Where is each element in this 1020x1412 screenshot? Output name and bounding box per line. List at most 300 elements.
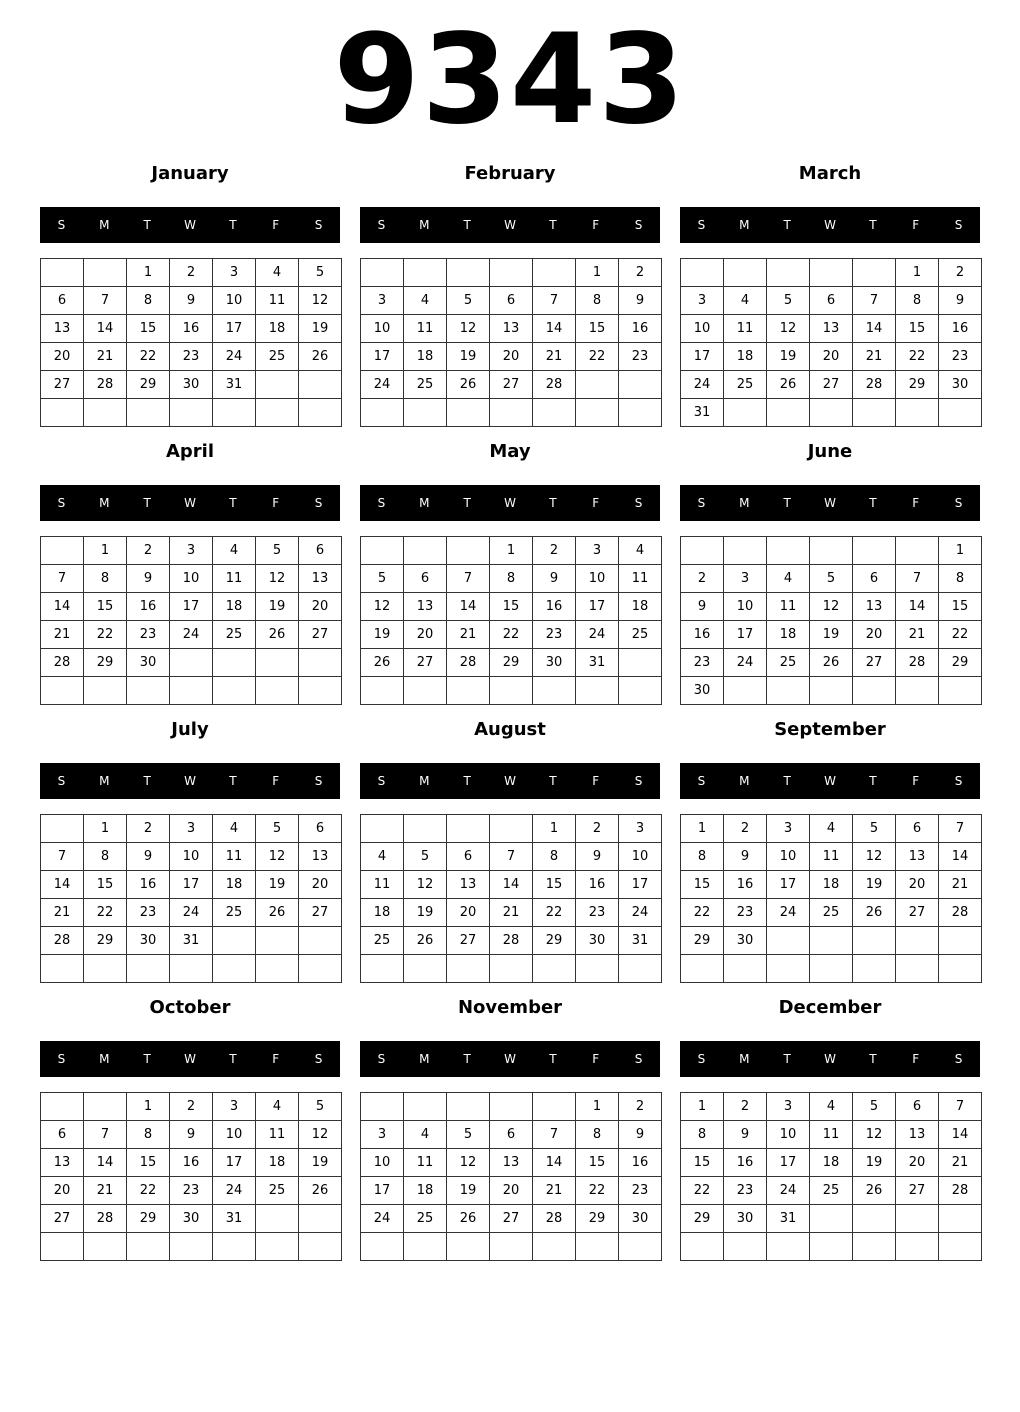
day-cell: 26 <box>853 899 896 927</box>
day-cell <box>256 1205 299 1233</box>
day-cell: 5 <box>767 287 810 315</box>
day-cell <box>256 927 299 955</box>
day-cell <box>127 1233 170 1261</box>
day-cell: 27 <box>853 649 896 677</box>
day-cell: 3 <box>170 815 213 843</box>
day-cell <box>299 371 342 399</box>
day-cell: 21 <box>490 899 533 927</box>
week-row <box>681 1177 982 1205</box>
weekday-label: T <box>143 774 151 788</box>
day-cell <box>127 955 170 983</box>
week-row <box>681 1205 982 1233</box>
day-cell: 22 <box>681 899 724 927</box>
day-cell: 14 <box>853 315 896 343</box>
day-cell <box>853 399 896 427</box>
day-cell: 1 <box>576 259 619 287</box>
weekday-label: S <box>954 496 963 510</box>
week-row <box>361 1093 662 1121</box>
day-cell: 3 <box>361 1121 404 1149</box>
day-cell <box>41 955 84 983</box>
day-cell: 12 <box>256 843 299 871</box>
day-cell <box>853 927 896 955</box>
day-cell: 2 <box>619 259 662 287</box>
day-cell <box>533 399 576 427</box>
weekday-label: W <box>184 774 196 788</box>
weekday-label: T <box>869 496 877 510</box>
month-title: October <box>149 997 231 1018</box>
day-cell: 2 <box>681 565 724 593</box>
day-cell: 9 <box>127 565 170 593</box>
day-cell: 20 <box>41 1177 84 1205</box>
day-cell <box>490 955 533 983</box>
day-cell: 22 <box>127 1177 170 1205</box>
day-cell: 7 <box>447 565 490 593</box>
weekday-label: S <box>57 218 66 232</box>
day-cell: 23 <box>127 621 170 649</box>
day-cell: 4 <box>213 815 256 843</box>
weekday-label: W <box>824 774 836 788</box>
day-cell: 3 <box>619 815 662 843</box>
day-cell: 8 <box>127 1121 170 1149</box>
week-row <box>361 815 662 843</box>
day-cell: 11 <box>213 565 256 593</box>
day-cell: 3 <box>576 537 619 565</box>
week-row <box>681 593 982 621</box>
week-row <box>41 1093 342 1121</box>
week-row <box>361 371 662 399</box>
day-cell <box>447 399 490 427</box>
day-cell: 15 <box>533 871 576 899</box>
weekday-label: M <box>99 1052 110 1066</box>
day-cell <box>447 1093 490 1121</box>
day-cell <box>404 399 447 427</box>
weekday-header-bar <box>40 485 340 521</box>
day-cell: 2 <box>127 537 170 565</box>
day-cell: 13 <box>810 315 853 343</box>
weekday-label: T <box>549 774 557 788</box>
day-cell <box>767 955 810 983</box>
day-cell: 25 <box>724 371 767 399</box>
day-cell: 23 <box>127 899 170 927</box>
day-cell <box>619 1233 662 1261</box>
day-cell: 16 <box>127 593 170 621</box>
day-cell: 30 <box>576 927 619 955</box>
day-cell: 29 <box>576 1205 619 1233</box>
day-cell <box>724 537 767 565</box>
day-grid <box>680 1092 982 1261</box>
day-cell: 24 <box>361 371 404 399</box>
day-cell: 6 <box>41 287 84 315</box>
day-cell <box>84 1233 127 1261</box>
day-cell: 19 <box>447 343 490 371</box>
weekday-label: T <box>783 1052 791 1066</box>
day-cell <box>576 955 619 983</box>
weekday-label: S <box>954 1052 963 1066</box>
day-cell: 5 <box>404 843 447 871</box>
day-cell <box>361 815 404 843</box>
day-cell <box>767 1233 810 1261</box>
weekday-label: S <box>697 1052 706 1066</box>
day-cell <box>724 955 767 983</box>
day-cell: 1 <box>533 815 576 843</box>
day-grid <box>40 1092 342 1261</box>
day-cell: 16 <box>170 315 213 343</box>
day-cell: 12 <box>767 315 810 343</box>
day-cell <box>84 259 127 287</box>
day-cell: 10 <box>681 315 724 343</box>
day-cell <box>810 1205 853 1233</box>
day-cell: 18 <box>361 899 404 927</box>
day-cell: 27 <box>41 1205 84 1233</box>
weekday-label: S <box>57 774 66 788</box>
day-cell: 4 <box>619 537 662 565</box>
week-row <box>681 1233 982 1261</box>
week-row <box>361 1149 662 1177</box>
day-cell: 11 <box>404 315 447 343</box>
day-cell: 30 <box>724 927 767 955</box>
day-cell: 11 <box>404 1149 447 1177</box>
day-cell: 6 <box>299 815 342 843</box>
day-cell: 5 <box>853 1093 896 1121</box>
day-cell: 2 <box>939 259 982 287</box>
day-cell <box>84 399 127 427</box>
day-cell: 19 <box>299 1149 342 1177</box>
weekday-label: T <box>143 496 151 510</box>
weekday-label: S <box>697 496 706 510</box>
day-cell: 11 <box>213 843 256 871</box>
day-cell: 21 <box>939 871 982 899</box>
day-cell: 21 <box>533 343 576 371</box>
day-cell <box>810 399 853 427</box>
day-cell: 19 <box>853 871 896 899</box>
day-cell <box>853 537 896 565</box>
weekday-label: T <box>229 1052 237 1066</box>
weekday-label: T <box>463 218 471 232</box>
weekday-label: W <box>824 496 836 510</box>
day-cell <box>533 1233 576 1261</box>
day-cell: 13 <box>896 843 939 871</box>
day-cell <box>576 677 619 705</box>
week-row <box>361 1205 662 1233</box>
day-cell: 29 <box>681 1205 724 1233</box>
day-cell: 24 <box>213 1177 256 1205</box>
day-cell: 26 <box>256 899 299 927</box>
weekday-label: S <box>314 218 323 232</box>
day-cell: 30 <box>724 1205 767 1233</box>
day-cell: 30 <box>170 371 213 399</box>
month-title: March <box>798 163 862 184</box>
day-cell: 7 <box>84 287 127 315</box>
day-cell <box>447 955 490 983</box>
day-cell: 28 <box>41 927 84 955</box>
day-cell <box>404 1233 447 1261</box>
week-row <box>681 1121 982 1149</box>
day-cell <box>127 399 170 427</box>
day-cell: 15 <box>127 315 170 343</box>
day-cell: 14 <box>447 593 490 621</box>
day-cell <box>490 1093 533 1121</box>
weekday-label: M <box>419 1052 430 1066</box>
day-cell <box>41 259 84 287</box>
day-cell <box>299 399 342 427</box>
day-cell: 8 <box>127 287 170 315</box>
day-cell: 19 <box>404 899 447 927</box>
day-cell: 9 <box>681 593 724 621</box>
day-cell: 29 <box>939 649 982 677</box>
day-cell: 31 <box>619 927 662 955</box>
day-cell: 1 <box>576 1093 619 1121</box>
day-cell: 15 <box>84 593 127 621</box>
week-row <box>41 843 342 871</box>
day-cell <box>256 677 299 705</box>
day-cell <box>299 927 342 955</box>
weekday-header-bar <box>680 763 980 799</box>
day-grid <box>680 536 982 705</box>
day-cell: 17 <box>681 343 724 371</box>
day-cell: 4 <box>724 287 767 315</box>
month-title: April <box>165 441 215 462</box>
weekday-label: T <box>549 218 557 232</box>
weekday-header-bar <box>40 207 340 243</box>
day-cell: 8 <box>681 843 724 871</box>
day-cell: 20 <box>299 593 342 621</box>
weekday-label: M <box>419 218 430 232</box>
weekday-label: T <box>549 1052 557 1066</box>
weekday-label: S <box>57 496 66 510</box>
weekday-header-bar <box>360 763 660 799</box>
weekday-label: F <box>592 774 600 788</box>
week-row <box>361 677 662 705</box>
day-grid <box>360 1092 662 1261</box>
day-cell <box>404 537 447 565</box>
weekday-label: F <box>912 496 920 510</box>
day-cell: 5 <box>361 565 404 593</box>
weekday-label: W <box>504 496 516 510</box>
day-grid <box>680 258 982 427</box>
week-row <box>41 649 342 677</box>
day-cell: 12 <box>810 593 853 621</box>
day-cell <box>939 927 982 955</box>
day-cell: 4 <box>256 259 299 287</box>
day-cell: 16 <box>533 593 576 621</box>
day-cell <box>810 955 853 983</box>
day-cell: 2 <box>170 1093 213 1121</box>
day-cell <box>404 955 447 983</box>
week-row <box>681 843 982 871</box>
weekday-label: T <box>463 496 471 510</box>
day-cell: 9 <box>170 1121 213 1149</box>
weekday-label: W <box>504 774 516 788</box>
weekday-label: T <box>229 496 237 510</box>
day-cell: 16 <box>681 621 724 649</box>
week-row <box>361 871 662 899</box>
day-cell <box>939 677 982 705</box>
day-cell: 10 <box>213 287 256 315</box>
day-cell: 15 <box>896 315 939 343</box>
day-cell <box>896 927 939 955</box>
day-cell: 16 <box>576 871 619 899</box>
day-cell: 4 <box>213 537 256 565</box>
day-cell: 31 <box>213 371 256 399</box>
day-cell: 23 <box>939 343 982 371</box>
day-cell: 9 <box>939 287 982 315</box>
day-cell: 2 <box>576 815 619 843</box>
weekday-label: M <box>99 496 110 510</box>
day-cell <box>724 1233 767 1261</box>
day-cell: 21 <box>41 621 84 649</box>
day-cell: 31 <box>170 927 213 955</box>
day-grid <box>40 536 342 705</box>
day-cell: 6 <box>810 287 853 315</box>
day-cell <box>447 677 490 705</box>
day-cell: 18 <box>810 871 853 899</box>
day-cell: 13 <box>404 593 447 621</box>
day-cell <box>41 1233 84 1261</box>
day-cell: 3 <box>361 287 404 315</box>
day-cell: 17 <box>361 343 404 371</box>
weekday-label: T <box>463 1052 471 1066</box>
day-cell: 11 <box>724 315 767 343</box>
week-row <box>41 899 342 927</box>
weekday-label: M <box>739 218 750 232</box>
day-cell <box>256 1233 299 1261</box>
day-cell: 16 <box>724 1149 767 1177</box>
weekday-label: T <box>783 496 791 510</box>
week-row <box>681 815 982 843</box>
day-cell: 16 <box>619 315 662 343</box>
day-cell: 1 <box>127 259 170 287</box>
weekday-label: S <box>377 218 386 232</box>
day-cell <box>170 955 213 983</box>
day-cell <box>853 259 896 287</box>
day-cell: 19 <box>853 1149 896 1177</box>
day-cell: 10 <box>170 843 213 871</box>
week-row <box>361 1177 662 1205</box>
day-grid <box>680 814 982 983</box>
day-cell: 10 <box>361 315 404 343</box>
day-cell: 24 <box>576 621 619 649</box>
weekday-header-bar <box>360 485 660 521</box>
day-cell: 12 <box>447 315 490 343</box>
day-cell <box>724 399 767 427</box>
month-title: September <box>774 719 886 740</box>
day-cell <box>299 1233 342 1261</box>
day-cell <box>619 677 662 705</box>
day-cell: 31 <box>576 649 619 677</box>
day-cell: 31 <box>681 399 724 427</box>
day-cell: 27 <box>41 371 84 399</box>
day-cell: 11 <box>810 843 853 871</box>
day-cell <box>256 649 299 677</box>
weekday-label: M <box>419 496 430 510</box>
day-cell: 22 <box>490 621 533 649</box>
day-cell: 5 <box>299 1093 342 1121</box>
day-cell <box>490 399 533 427</box>
week-row <box>41 815 342 843</box>
weekday-label: S <box>314 1052 323 1066</box>
day-cell: 20 <box>404 621 447 649</box>
day-cell: 28 <box>939 1177 982 1205</box>
day-cell: 10 <box>213 1121 256 1149</box>
day-cell: 2 <box>619 1093 662 1121</box>
day-cell: 20 <box>810 343 853 371</box>
day-cell <box>939 1233 982 1261</box>
day-cell: 7 <box>41 843 84 871</box>
day-cell <box>299 1205 342 1233</box>
day-cell <box>533 955 576 983</box>
week-row <box>361 399 662 427</box>
week-row <box>361 315 662 343</box>
day-cell: 28 <box>533 1205 576 1233</box>
day-cell <box>533 259 576 287</box>
weekday-label: M <box>739 774 750 788</box>
day-cell: 1 <box>681 815 724 843</box>
day-cell: 8 <box>576 1121 619 1149</box>
day-cell: 15 <box>681 1149 724 1177</box>
day-cell: 12 <box>256 565 299 593</box>
day-cell: 22 <box>533 899 576 927</box>
day-cell: 9 <box>724 1121 767 1149</box>
day-cell: 10 <box>767 1121 810 1149</box>
month-title: February <box>464 163 556 184</box>
day-cell: 18 <box>213 871 256 899</box>
week-row <box>361 259 662 287</box>
week-row <box>361 843 662 871</box>
day-cell: 22 <box>576 1177 619 1205</box>
day-cell: 13 <box>41 315 84 343</box>
day-cell: 27 <box>447 927 490 955</box>
day-cell <box>576 371 619 399</box>
day-cell: 26 <box>810 649 853 677</box>
week-row <box>361 287 662 315</box>
day-cell: 30 <box>170 1205 213 1233</box>
day-cell <box>810 537 853 565</box>
week-row <box>681 677 982 705</box>
day-cell: 1 <box>939 537 982 565</box>
day-grid <box>360 814 662 983</box>
day-cell: 9 <box>170 287 213 315</box>
week-row <box>41 565 342 593</box>
month-title: November <box>457 997 563 1018</box>
week-row <box>681 955 982 983</box>
day-cell: 9 <box>724 843 767 871</box>
weekday-label: S <box>377 1052 386 1066</box>
day-cell: 30 <box>127 927 170 955</box>
day-cell: 25 <box>256 1177 299 1205</box>
day-cell: 27 <box>490 371 533 399</box>
day-cell: 18 <box>404 343 447 371</box>
day-cell: 20 <box>853 621 896 649</box>
day-cell: 14 <box>896 593 939 621</box>
day-cell: 15 <box>490 593 533 621</box>
day-cell <box>213 955 256 983</box>
day-cell <box>619 955 662 983</box>
weekday-label: F <box>272 1052 280 1066</box>
week-row <box>41 955 342 983</box>
day-cell <box>361 677 404 705</box>
week-row <box>681 1149 982 1177</box>
day-cell: 14 <box>41 593 84 621</box>
day-cell: 21 <box>84 1177 127 1205</box>
day-cell: 11 <box>256 287 299 315</box>
day-cell <box>619 371 662 399</box>
day-cell: 10 <box>767 843 810 871</box>
week-row <box>41 1149 342 1177</box>
day-cell: 2 <box>170 259 213 287</box>
day-cell <box>810 677 853 705</box>
day-cell <box>447 815 490 843</box>
weekday-label: T <box>783 774 791 788</box>
